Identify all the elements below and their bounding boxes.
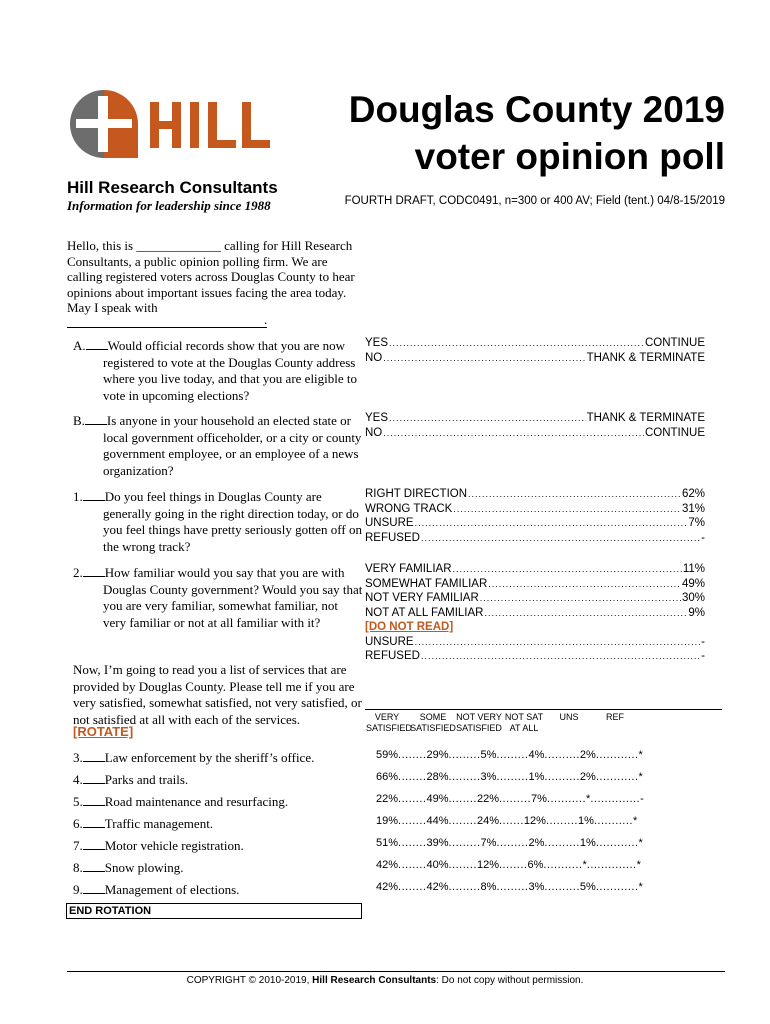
services-intro: Now, I’m going to read you a list of services that are provided by Douglas County. Please tell me if you are very satisfied, somewhat satisfied, not very satisfied, or not satisfied at all with each of the services. [73, 662, 362, 727]
answer-row: UNSURE ..... - [365, 635, 705, 650]
service-values-3: 59%........29%.........5%.........4%..........2%............* [376, 749, 643, 761]
answer-row: WRONG TRACK ..... 31% [365, 502, 705, 517]
answer-row: YES ..... THANK & TERMINATE [365, 411, 705, 426]
service-values-4: 66%........28%.........3%.........1%..........2%............* [376, 771, 643, 783]
answer-row: RIGHT DIRECTION ..... 62% [365, 487, 705, 502]
footer-rule [67, 971, 725, 972]
question-text-continued: Douglas County government? Would you say that you are very familiar, somewhat familiar, not very familiar or not at all familiar with it? [103, 581, 363, 630]
column-header-not-sat-at-all: NOT SAT AT ALL [504, 712, 544, 733]
service-values-8: 42%........40%........12%........6%...........*..............* [376, 859, 641, 871]
answers-a [365, 336, 705, 365]
do-not-read-instruction: [DO NOT READ] [365, 621, 454, 633]
rotate-instruction: [ROTATE] [73, 724, 134, 739]
response-blank [83, 564, 105, 577]
draft-info: FOURTH DRAFT, CODC0491, n=300 or 400 AV; Field (tent.) 04/8-15/2019 [344, 195, 725, 207]
service-item-9: 9. Management of elections. [73, 882, 240, 897]
end-rotation-box: END ROTATION [66, 903, 362, 919]
answer-row: REFUSED ..... - [365, 531, 705, 546]
answer-row: NOT AT ALL FAMILIAR ..... 9% [365, 606, 705, 621]
question-number: B. [73, 413, 85, 428]
column-header-very-satisfied: VERY SATISFIED [366, 712, 412, 733]
column-header-uns: UNS [559, 712, 579, 722]
hill-logo [66, 86, 276, 162]
service-item-4: 4. Parks and trails. [73, 772, 189, 787]
service-item-6: 6. Traffic management. [73, 816, 214, 831]
poll-title-line2: voter opinion poll [414, 136, 725, 177]
respondent-name-line [67, 327, 267, 328]
response-blank [85, 412, 107, 425]
question-number: A. [73, 338, 86, 353]
service-values-9: 42%........42%.........8%.........3%..........5%............* [376, 881, 643, 893]
answers-2 [365, 562, 705, 664]
intro-script: Hello, this is _____________ calling for Hill Research Consultants, a public opinion polling firm. We are calling registered voters across Douglas County to hear opinions about important issues facing the area today. May I speak with [67, 238, 355, 315]
service-values-7: 51%........39%.........7%.........2%..........1%............* [376, 837, 643, 849]
service-item-7: 7. Motor vehicle registration. [73, 838, 244, 853]
answer-row: UNSURE ..... 7% [365, 516, 705, 531]
question-text: Would official records show that you are now [107, 338, 345, 353]
question-text: Is anyone in your household an elected state or [106, 413, 351, 428]
answers-1 [365, 487, 705, 545]
response-blank [83, 488, 105, 501]
column-header-not-very-satisfied: NOT VERY SATISFIED [456, 712, 502, 733]
service-values-5: 22%........49%........22%.........7%...........*..............- [376, 793, 644, 805]
answer-row: YES ..... CONTINUE [365, 336, 705, 351]
service-item-3: 3. Law enforcement by the sheriff’s office. [73, 750, 315, 765]
company-name: Hill Research Consultants [67, 178, 278, 197]
question-text-continued: generally going in the right direction today, or do you feel things have pretty seriously gotten off on the wrong track? [103, 505, 362, 554]
column-header-rule [365, 709, 722, 710]
answer-row: VERY FAMILIAR ..... 11% [365, 562, 705, 577]
response-blank [86, 337, 108, 350]
service-item-8: 8. Snow plowing. [73, 860, 184, 875]
answers-b [365, 411, 705, 440]
intro-end-mark: . [264, 312, 268, 327]
question-text-continued: registered to vote at the Douglas County address where you live today, and that you are eligible to vote in upcoming elections? [103, 354, 358, 403]
question-text: How familiar would you say that you are with [104, 565, 345, 580]
service-values-6: 19%........44%........24%.......12%.........1%...........* [376, 815, 638, 827]
question-number: 2. [73, 565, 83, 580]
service-item-5: 5. Road maintenance and resurfacing. [73, 794, 289, 809]
column-header-some-satisfied: SOME SATISFIED [410, 712, 456, 733]
poll-title-line1: Douglas County 2019 [348, 89, 725, 130]
question-text-continued: local government officeholder, or a city or county government employee, or an employee of a news organization? [103, 429, 362, 478]
question-number: 1. [73, 489, 83, 504]
answer-row: NO ..... THANK & TERMINATE [365, 351, 705, 366]
question-text: Do you feel things in Douglas County are [104, 489, 322, 504]
answer-row: NOT VERY FAMILIAR ..... 30% [365, 591, 705, 606]
question-2 [73, 564, 363, 631]
question-1 [73, 488, 363, 555]
question-b [73, 412, 363, 479]
answer-row: SOMEWHAT FAMILIAR ..... 49% [365, 577, 705, 592]
column-header-ref: REF [606, 712, 624, 722]
question-a [73, 337, 363, 404]
copyright-footer: COPYRIGHT © 2010-2019, Hill Research Consultants: Do not copy without permission. [186, 975, 584, 986]
answer-row: REFUSED ..... - [365, 649, 705, 664]
answer-row: NO ..... CONTINUE [365, 426, 705, 441]
company-tagline: Information for leadership since 1988 [67, 198, 271, 213]
